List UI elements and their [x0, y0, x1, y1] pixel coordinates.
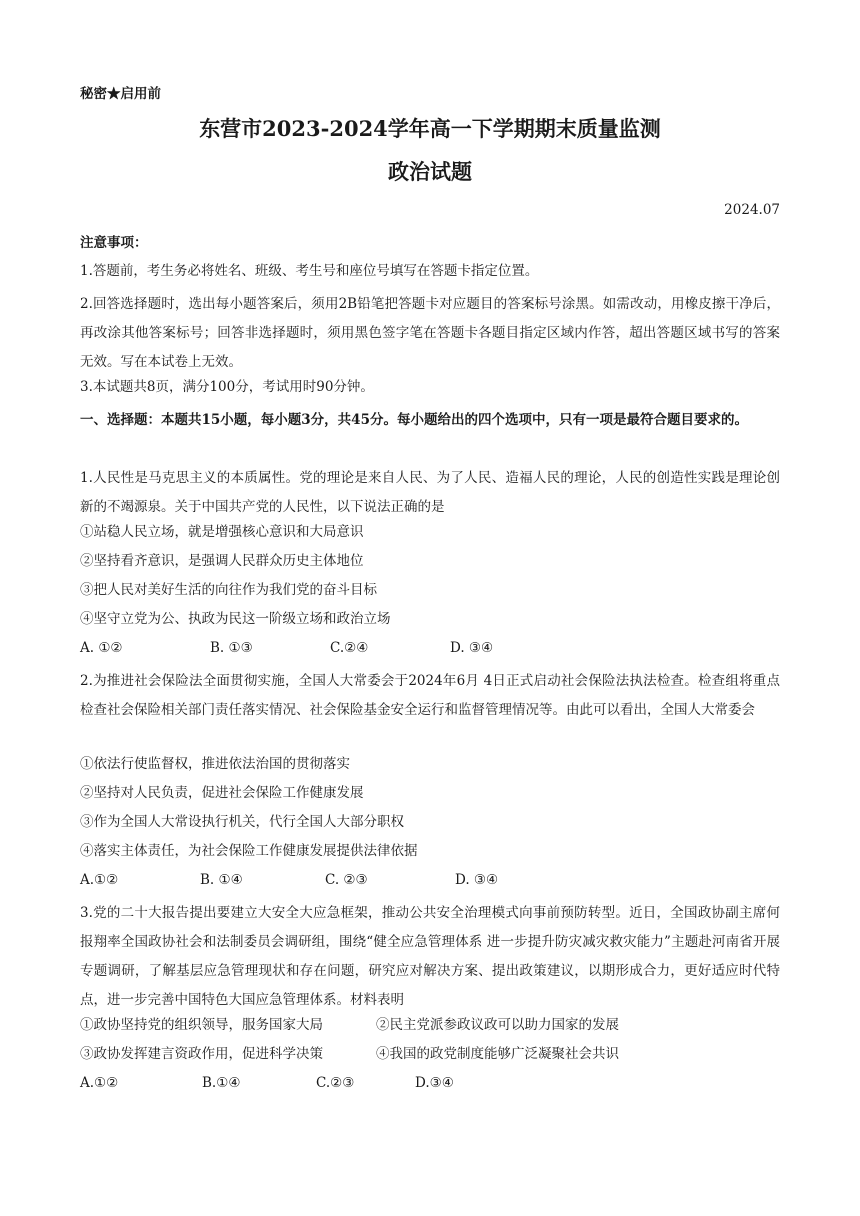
question-statement: ③把人民对美好生活的向往作为我们党的奋斗目标: [80, 582, 377, 598]
question-stem: 3.党的二十大报告提出要建立大安全大应急框架，推动公共安全治理模式向事前预防转型。近日，全国政协副主席何报翔率全国政协社会和法制委员会调研组，围绕“健全应急管理体系 进一步提升防灾减灾救灾能力”主题赴河南省开展专题调研，了解基层应急管理现状和存在问题，研究应对解决方案、提出政策建议，以期形成合力，更好适应时代特点，进一步完善中国特色大国应急管理体系。材料表明: [80, 905, 780, 1008]
question-statement: ②民主党派参政议政可以助力国家的发展: [376, 1017, 619, 1033]
question-statement: ②坚持对人民负责，促进社会保险工作健康发展: [80, 785, 364, 801]
option-d: D. ③④: [450, 640, 494, 656]
question-statement: ④落实主体责任，为社会保险工作健康发展提供法律依据: [80, 843, 418, 859]
option-b: B. ①③: [210, 640, 253, 656]
question-stem: 2.为推进社会保险法全面贯彻实施，全国人大常委会于2024年6月 4日正式启动社会保险法执法检查。检查组将重点检查社会保险相关部门责任落实情况、社会保险基金安全运行和监督管理情况等。由此可以看出，全国人大常委会: [80, 673, 780, 718]
notice-item: 1.答题前，考生务必将姓名、班级、考生号和座位号填写在答题卡指定位置。: [80, 263, 539, 279]
question-options: [80, 1073, 780, 1093]
option-b: B. ①④: [200, 872, 243, 888]
option-a: A.①②: [80, 872, 119, 888]
exam-subject: 政治试题: [388, 159, 472, 184]
notice-item: 2.回答选择题时，选出每小题答案后，须用2B铅笔把答题卡对应题目的答案标号涂黑。如需改动，用橡皮擦干净后，再改涂其他答案标号；回答非选择题时，须用黑色签字笔在答题卡各题目指定区域内作答，超出答题区域书写的答案无效。写在本试卷上无效。: [80, 296, 780, 370]
notice-heading: 注意事项：: [80, 235, 148, 251]
question-stem: 1.人民性是马克思主义的本质属性。党的理论是来自人民、为了人民、造福人民的理论，人民的创造性实践是理论创新的不竭源泉。关于中国共产党的人民性，以下说法正确的是: [80, 470, 780, 515]
question-statement: ④我国的政党制度能够广泛凝聚社会共识: [376, 1046, 619, 1062]
question-statement: ①依法行使监督权，推进依法治国的贯彻落实: [80, 756, 350, 772]
question-statement: ②坚持看齐意识，是强调人民群众历史主体地位: [80, 553, 364, 569]
question-options: [80, 870, 780, 890]
section-heading: 一、选择题：本题共15小题，每小题3分，共45分。每小题给出的四个选项中，只有一项是最符合题目要求的。: [80, 412, 748, 428]
notice-item: 3.本试题共8页，满分100分，考试用时90分钟。: [80, 379, 374, 395]
option-b: B.①④: [202, 1075, 241, 1091]
question-options: [80, 638, 780, 658]
question-statement: ①政协坚持党的组织领导，服务国家大局: [80, 1017, 323, 1033]
option-d: D.③④: [415, 1075, 454, 1091]
question-statement: ③政协发挥建言资政作用，促进科学决策: [80, 1046, 323, 1062]
option-d: D. ③④: [455, 872, 499, 888]
question-statement: ③作为全国人大常设执行机关，代行全国人大部分职权: [80, 814, 404, 830]
question-statement-row: [80, 1015, 780, 1035]
option-a: A.①②: [80, 1075, 119, 1091]
option-c: C.②③: [316, 1075, 355, 1091]
exam-date: 2024.07: [724, 202, 780, 218]
confidential-label: 秘密★启用前: [80, 86, 161, 102]
option-a: A. ①②: [80, 640, 123, 656]
question-statement: ④坚守立党为公、执政为民这一阶级立场和政治立场: [80, 611, 391, 627]
option-c: C. ②③: [325, 872, 368, 888]
exam-title: 东营市2023-2024学年高一下学期期末质量监测: [199, 116, 661, 141]
question-statement: ①站稳人民立场，就是增强核心意识和大局意识: [80, 524, 364, 540]
question-statement-row: [80, 1044, 780, 1064]
option-c: C.②④: [330, 640, 369, 656]
